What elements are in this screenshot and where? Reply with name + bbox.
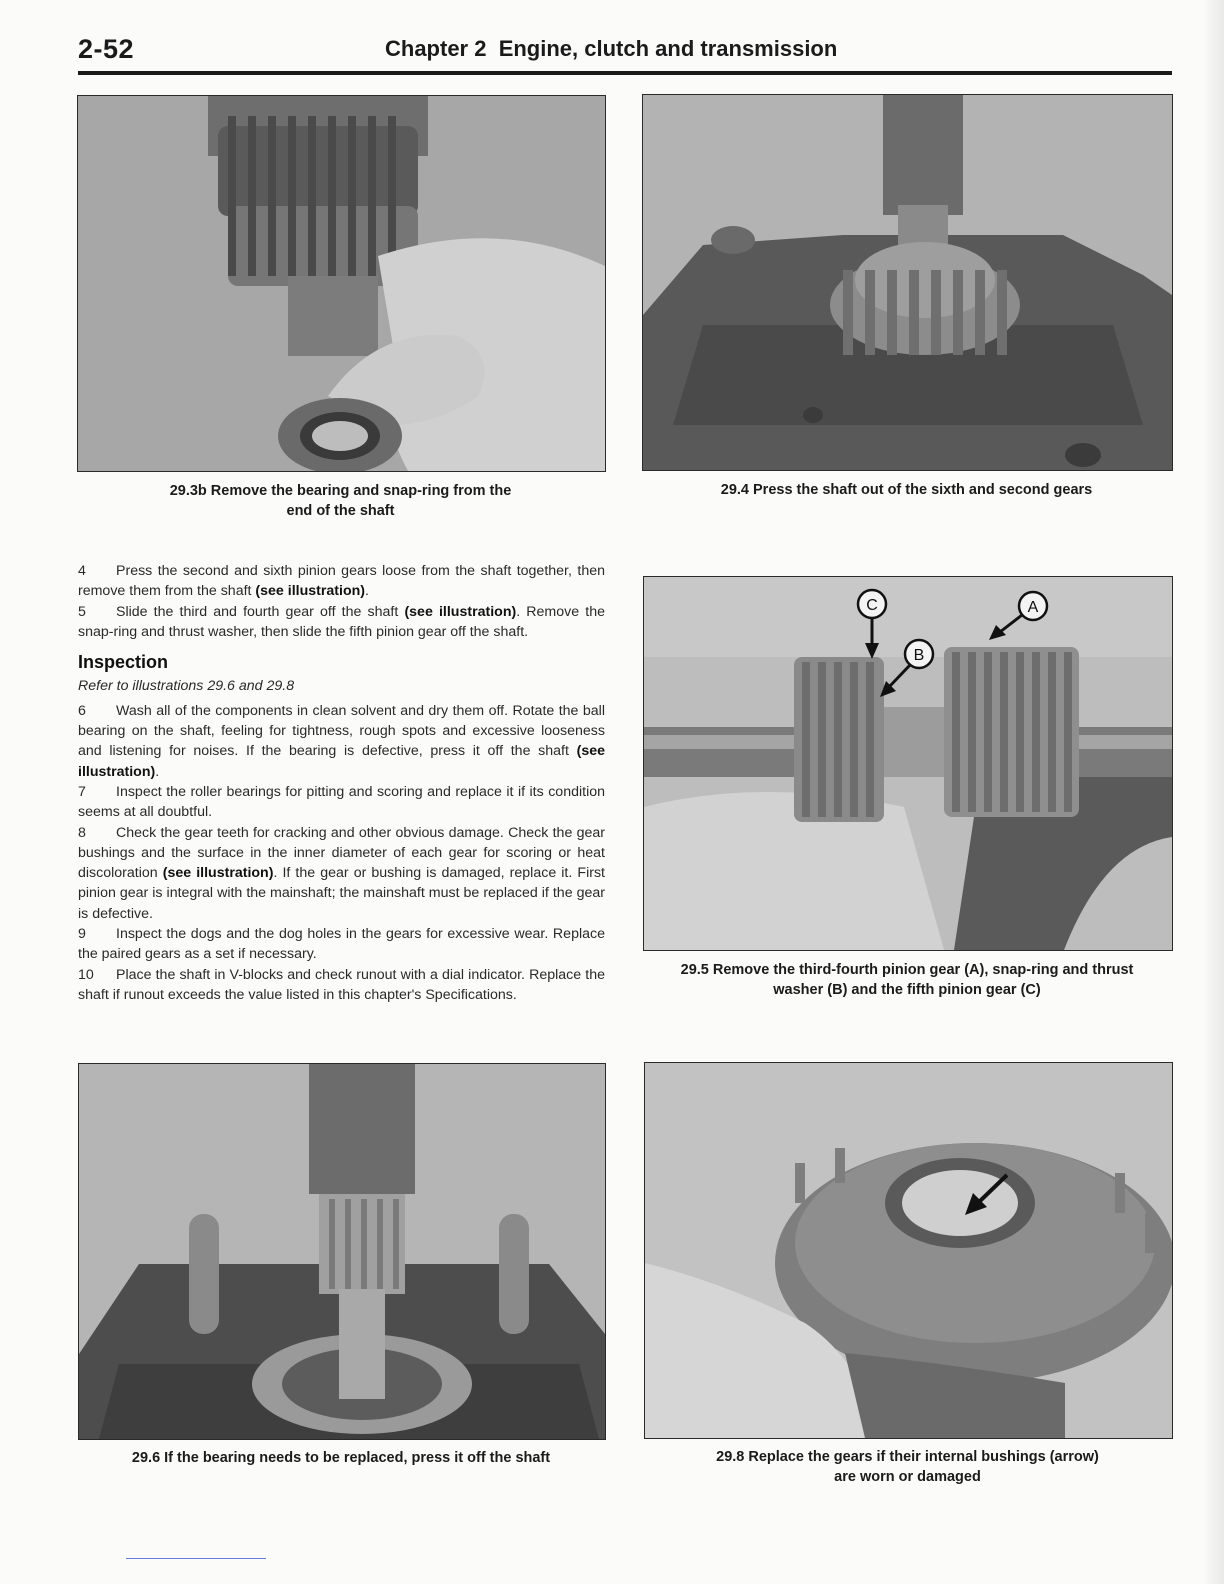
caption-29-5-line1: 29.5 Remove the third-fourth pinion gear (A), snap-ring and thrust	[680, 962, 1134, 978]
caption-29-5-line2: washer (B) and the fifth pinion gear (C)	[773, 982, 1041, 998]
caption-29-5	[634, 960, 1180, 1000]
paragraph-9-num: 9	[78, 926, 86, 943]
paragraph-4-num: 4	[78, 563, 86, 579]
paragraph-7-text: Inspect the roller bearings for pitting and scoring and replace it if its condition seems at all doubtful.	[78, 783, 605, 821]
body-text-column	[78, 561, 605, 1005]
paragraph-8	[78, 823, 605, 924]
header-rule	[78, 71, 1172, 75]
paragraph-7-num: 7	[78, 783, 86, 800]
paragraph-8-end: . If the gear or bushing is damaged, replace it. First pinion gear is integral with the mainshaft; the mainshaft must be replaced if the gear is defective.	[78, 865, 605, 922]
paragraph-8-ref: (see illustration)	[162, 865, 274, 882]
paragraph-10-num: 10	[78, 966, 94, 983]
photo-29-6	[78, 1063, 606, 1440]
caption-29-3b	[77, 481, 604, 521]
bottom-link-underline	[126, 1558, 266, 1559]
page-edge-shadow	[1202, 0, 1224, 1584]
paragraph-6-num: 6	[78, 702, 86, 719]
caption-29-6-text: 29.6 If the bearing needs to be replaced, press it off the shaft	[131, 1450, 551, 1466]
page-number: 2-52	[78, 34, 135, 64]
paragraph-10	[78, 965, 605, 1006]
callout-c-label: C	[866, 597, 878, 614]
caption-29-8-line1: 29.8 Replace the gears if their internal bushings (arrow)	[716, 1449, 1099, 1465]
caption-29-4-text: 29.4 Press the shaft out of the sixth and second gears	[720, 482, 1093, 498]
paragraph-4	[78, 561, 605, 602]
callout-a-label: A	[1027, 599, 1039, 616]
paragraph-9	[78, 924, 605, 965]
paragraph-5-num: 5	[78, 603, 86, 620]
paragraph-5-end: . Remove the snap-ring and thrust washer, then slide the fifth pinion gear off the shaft.	[78, 603, 605, 640]
caption-29-6	[78, 1448, 604, 1468]
caption-29-8	[644, 1447, 1171, 1487]
inspection-note: Refer to illustrations 29.6 and 29.8	[78, 678, 295, 695]
paragraph-8-num: 8	[78, 824, 86, 841]
paragraph-5-ref: (see illustration)	[404, 603, 517, 620]
paragraph-5-text: Slide the third and fourth gear off the shaft	[116, 603, 405, 620]
paragraph-4-end: .	[365, 583, 369, 600]
paragraph-9-text: Inspect the dogs and the dog holes in the gears for excessive wear. Replace the paired gears as a set if necessary.	[78, 926, 605, 963]
paragraph-8-text: Check the gear teeth for cracking and other obvious damage. Check the gear bushings and the surface in the inner diameter of each gear for scoring or heat discoloration	[78, 824, 605, 882]
callout-b-label: B	[913, 647, 925, 664]
paragraph-6-ref: (see illustration)	[78, 743, 605, 780]
paragraph-10-text: Place the shaft in V-blocks and check runout with a dial indicator. Replace the shaft if runout exceeds the value listed in this chapter's Specifications.	[78, 966, 605, 1003]
paragraph-7	[78, 782, 605, 823]
chapter-title: Chapter 2 Engine, clutch and transmission	[385, 36, 838, 61]
inspection-heading: Inspection	[78, 652, 169, 673]
photo-29-4	[642, 94, 1173, 471]
paragraph-6-text: Wash all of the components in clean solvent and dry them off. Rotate the ball bearing on the shaft, feeling for tightness, rough spots and excessive looseness and listening for noises. If the bearing is defective, press it off the shaft	[78, 702, 605, 760]
paragraph-5	[78, 602, 605, 643]
photo-29-5	[643, 576, 1173, 951]
paragraph-4-text: Press the second and sixth pinion gears loose from the shaft together, then remove them from the shaft	[78, 563, 605, 600]
caption-29-3b-line2: end of the shaft	[286, 503, 395, 519]
paragraph-6-end: .	[155, 763, 160, 780]
caption-29-4	[642, 480, 1171, 500]
caption-29-3b-line1: 29.3b Remove the bearing and snap-ring from the	[169, 483, 512, 499]
photo-29-3b	[77, 95, 606, 472]
caption-29-8-line2: are worn or damaged	[834, 1469, 981, 1485]
paragraph-4-ref: (see illustration)	[255, 583, 366, 600]
paragraph-6	[78, 701, 605, 782]
photo-29-8	[644, 1062, 1173, 1439]
